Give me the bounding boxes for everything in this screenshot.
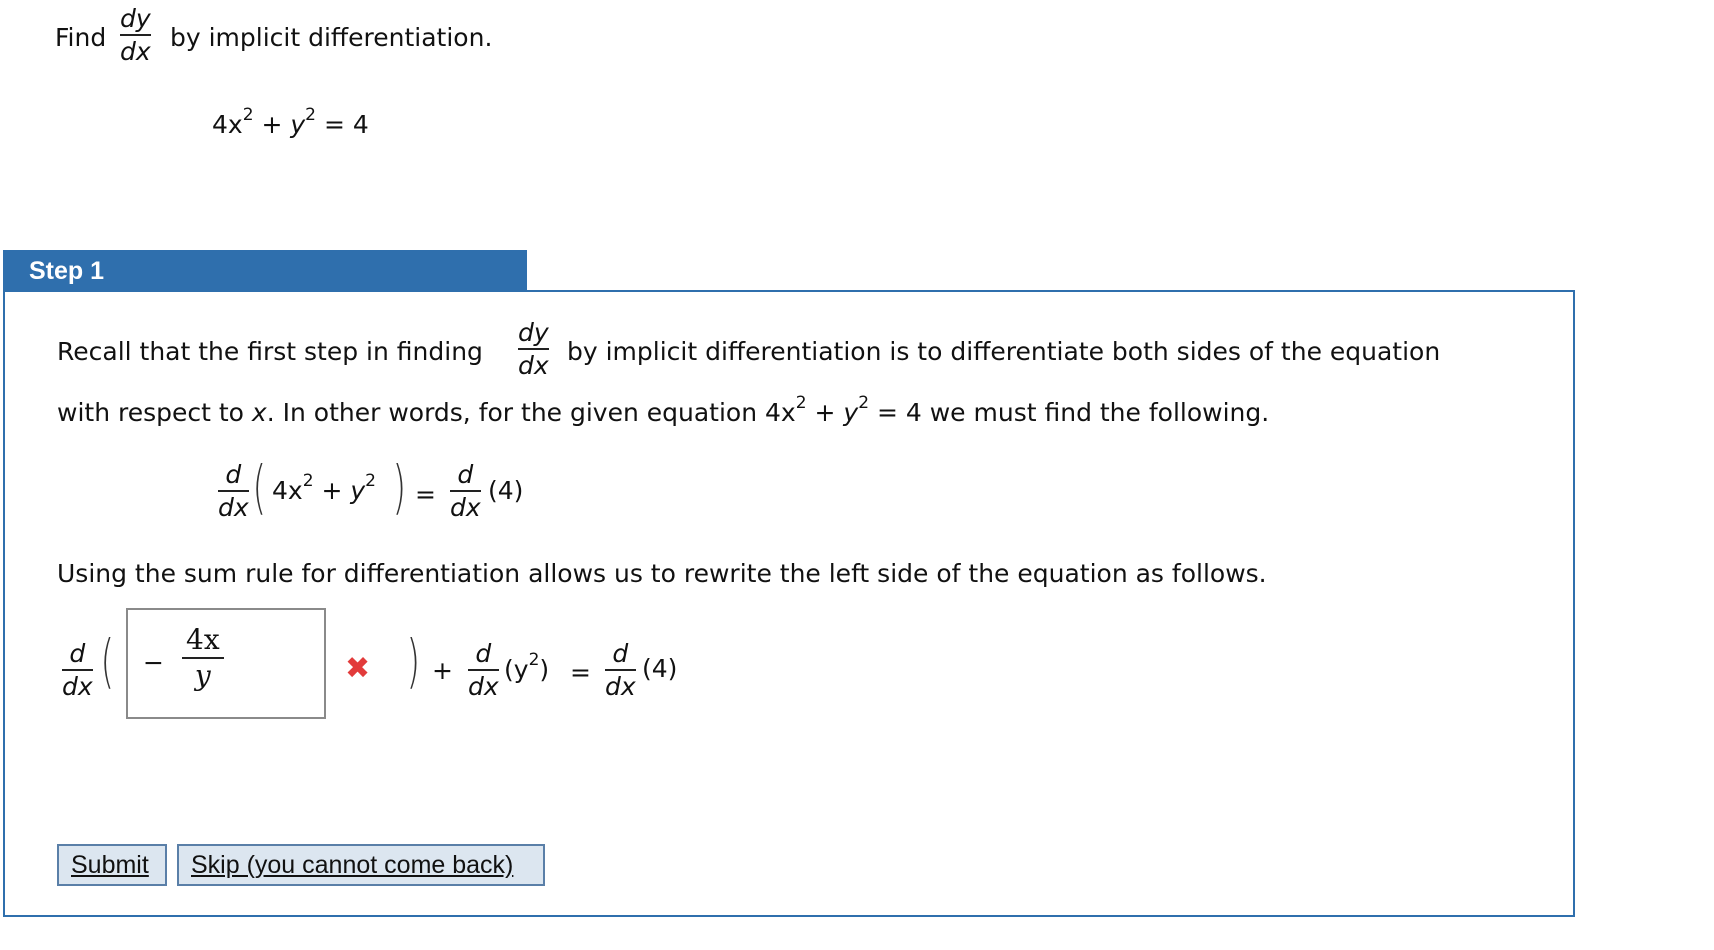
right-paren: ) [392, 453, 407, 521]
fraction-bar [120, 34, 151, 36]
answer-rhs-constant: (4) [642, 654, 678, 683]
given-equation: $4x^2 + y^2 = 4$ [212, 105, 369, 139]
answer-equals: = [570, 658, 591, 687]
d-dx-right: d dx [450, 460, 481, 522]
respect-to-line: with respect to x. In other words, for the given equation $4x^2 + y^2 = 4$ we must find the following. [57, 393, 1270, 427]
plus-sign: + [432, 656, 453, 685]
answer-denominator: y [194, 658, 211, 692]
step-header: Step 1 [3, 250, 527, 291]
instruction-text: by implicit differentiation. [170, 23, 493, 52]
d-dx-answer: d dx [62, 639, 93, 701]
dy-dx-fraction-step: dy dx [518, 318, 549, 380]
recall-text-before: Recall that the first step in finding [57, 337, 483, 366]
skip-button[interactable]: Skip (you cannot come back) [177, 844, 545, 886]
rhs-constant: (4) [488, 476, 524, 505]
sum-rule-text: Using the sum rule for differentiation allows us to rewrite the left side of the equation as follows. [57, 559, 1267, 588]
x-mark-icon: ✖ [345, 651, 371, 686]
answer-input[interactable] [126, 608, 326, 719]
diff-inner-expression: $4x^2 + y^2$ [272, 471, 376, 505]
equals-sign: = [415, 480, 436, 509]
left-paren: ( [252, 453, 267, 521]
find-label: Find [55, 23, 107, 52]
answer-numerator: 4x [186, 623, 220, 656]
d-dx-answer-rhs: d dx [605, 639, 636, 701]
submit-button[interactable]: Submit [57, 844, 167, 886]
recall-text-after: by implicit differentiation is to differentiate both sides of the equation [567, 337, 1441, 366]
dy-dx-fraction [120, 6, 151, 64]
fraction-denominator: dx [120, 37, 151, 66]
answer-sign: − [143, 648, 164, 677]
answer-right-paren: ) [406, 627, 421, 695]
answer-left-paren: ( [100, 627, 115, 695]
y-squared-term: $(y^2)$ [504, 650, 550, 684]
answer-fraction [182, 623, 224, 692]
d-dx-left: d dx [218, 460, 249, 522]
d-dx-y-term: d dx [468, 639, 499, 701]
step-panel [3, 290, 1575, 917]
fraction-numerator: dy [120, 4, 151, 33]
